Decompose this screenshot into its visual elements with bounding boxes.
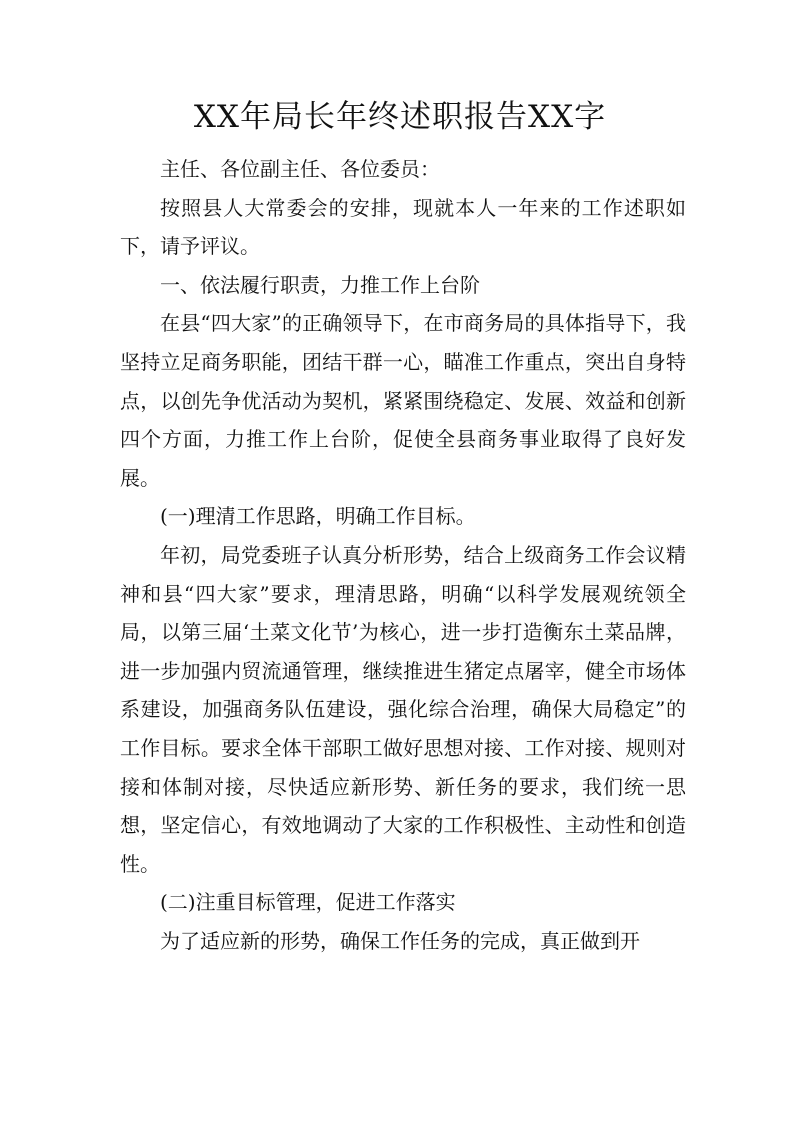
section-heading-1: 一、依法履行职责，力推工作上台阶	[160, 272, 480, 297]
body-paragraph: 为了适应新的形势，确保工作任务的完成，真正做到开	[160, 928, 640, 953]
body-paragraph: 年初，局党委班子认真分析形势，结合上级商务工作会议精神和县“四大家”要求，理清思路，明确“以科学发展观统领全局，以第三届‘土菜文化节’为核心，进一步打造衡东土菜品牌，进一步加强内贸流通管理，继续推进生猪定点屠宰，健全市场体系建设，加强商务队伍建设，强化综合治理，确保大局稳定”的工作目标。要求全体干部职工做好思想对接、工作对接、规则对接和体制对接，尽快适应新形势、新任务的要求，我们统一思想，坚定信心，有效地调动了大家的工作积极性、主动性和创造性。	[120, 542, 686, 876]
subsection-heading-2: (二)注重目标管理，促进工作落实	[160, 890, 456, 915]
document-body	[120, 150, 686, 960]
body-paragraph: 在县“四大家”的正确领导下，在市商务局的具体指导下，我坚持立足商务职能，团结干群一心，瞄准工作重点，突出自身特点，以创先争优活动为契机，紧紧围绕稳定、发展、效益和创新四个方面，力推工作上台阶，促使全县商务事业取得了良好发展。	[120, 311, 686, 490]
subsection-heading-1: (一)理清工作思路，明确工作目标。	[160, 504, 476, 529]
document-title: XX年局长年终述职报告XX字	[193, 99, 607, 135]
intro-paragraph: 按照县人大常委会的安排，现就本人一年来的工作述职如下，请予评议。	[120, 195, 686, 259]
salutation-paragraph: 主任、各位副主任、各位委员：	[160, 157, 440, 181]
